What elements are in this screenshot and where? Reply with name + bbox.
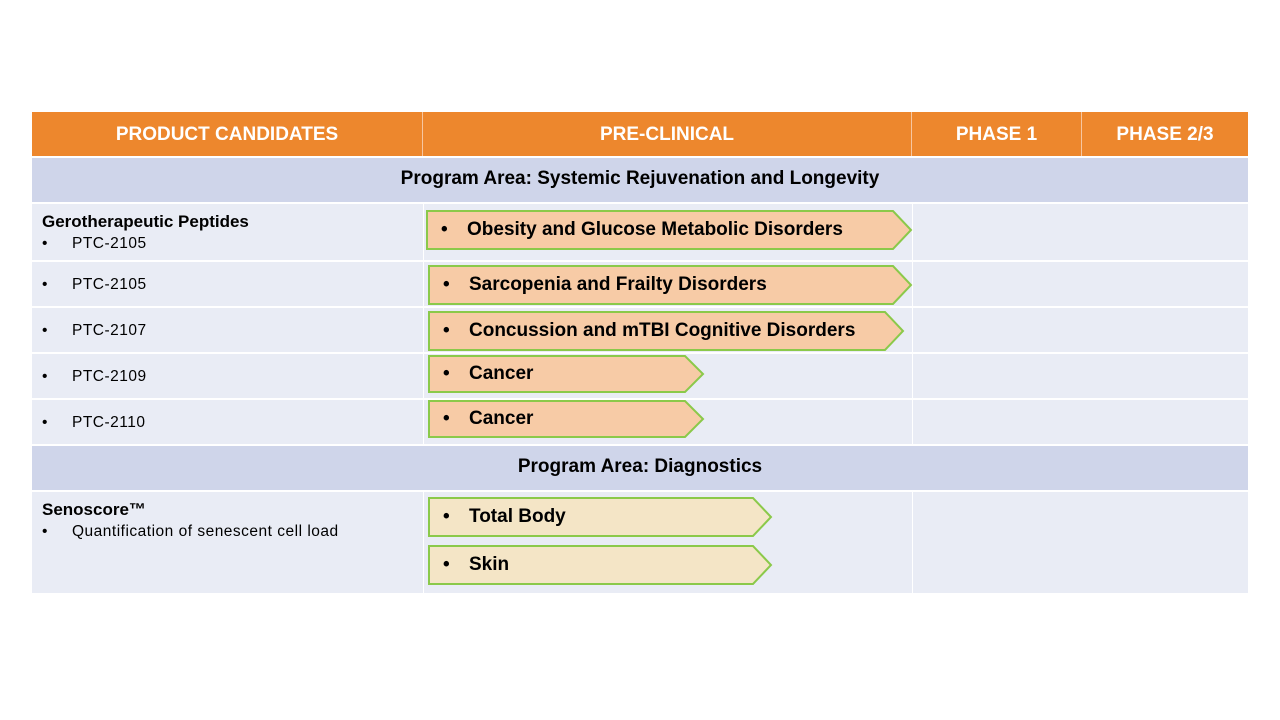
header-phase-2-3: PHASE 2/3 bbox=[1116, 124, 1214, 145]
candidate-item: • PTC-2105 bbox=[42, 276, 147, 293]
peptides-block bbox=[32, 204, 1248, 444]
arrow-skin bbox=[429, 546, 771, 584]
arrow-obesity bbox=[427, 211, 911, 249]
arrow-cancer-2110 bbox=[429, 401, 703, 437]
candidate-item: • PTC-2109 bbox=[42, 368, 147, 385]
peptides-group bbox=[42, 212, 249, 253]
candidate-item: • PTC-2110 bbox=[42, 414, 146, 431]
peptides-group-title: Gerotherapeutic Peptides bbox=[42, 212, 249, 231]
arrow-label: • Cancer bbox=[443, 408, 534, 429]
diagnostics-group-title: Senoscore™ bbox=[42, 500, 146, 519]
arrow-label: • Concussion and mTBI Cognitive Disorders bbox=[443, 320, 856, 341]
arrow-concussion bbox=[429, 312, 903, 350]
section-band-diagnostics: Program Area: Diagnostics bbox=[32, 446, 1248, 490]
header-pre-clinical: PRE-CLINICAL bbox=[423, 112, 912, 156]
section-band-systemic: Program Area: Systemic Rejuvenation and Longevity bbox=[32, 158, 1248, 202]
header-phase-1: PHASE 1 bbox=[912, 112, 1082, 156]
header-product-candidates: PRODUCT CANDIDATES bbox=[32, 112, 423, 156]
arrow-label: • Cancer bbox=[443, 363, 534, 384]
diagnostics-block bbox=[32, 492, 1248, 593]
arrow-sarcopenia bbox=[429, 266, 911, 304]
arrow-cancer-2109 bbox=[429, 356, 703, 392]
table-header bbox=[32, 112, 1248, 156]
arrow-label: • Obesity and Glucose Metabolic Disorders bbox=[441, 219, 843, 240]
arrow-label: • Sarcopenia and Frailty Disorders bbox=[443, 274, 767, 295]
diagnostics-group bbox=[42, 500, 339, 541]
arrow-label: • Skin bbox=[443, 554, 510, 575]
candidate-item: • PTC-2105 bbox=[42, 235, 147, 252]
arrow-label: • Total Body bbox=[443, 506, 566, 527]
arrow-total-body bbox=[429, 498, 771, 536]
candidate-item: • PTC-2107 bbox=[42, 322, 147, 339]
diagnostics-item: • Quantification of senescent cell load bbox=[42, 523, 339, 540]
